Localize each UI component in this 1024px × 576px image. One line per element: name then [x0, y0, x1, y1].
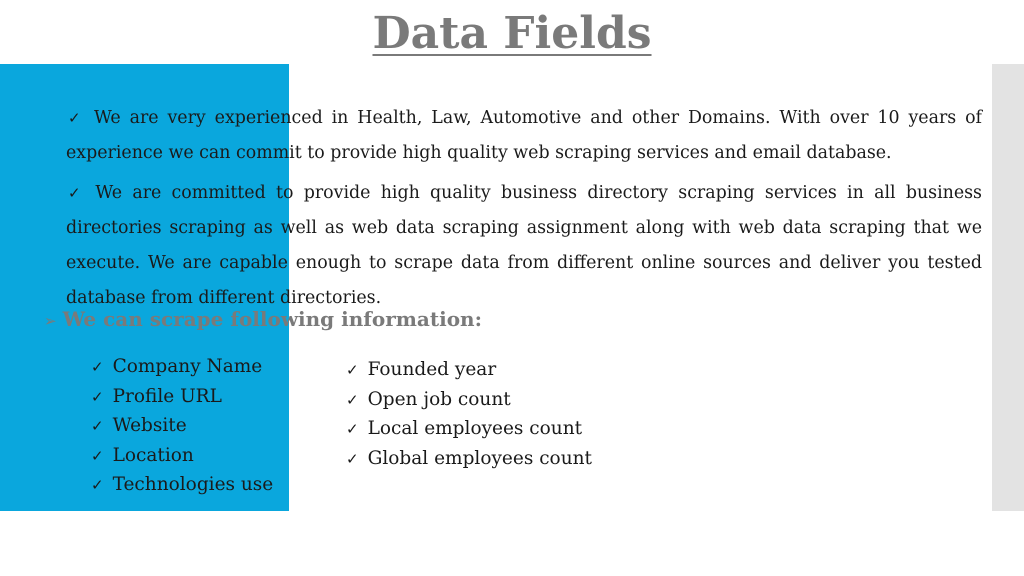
- check-mark-icon: ✓: [91, 387, 104, 406]
- fields-list-left: [91, 352, 273, 500]
- check-mark-icon: ✓: [91, 446, 104, 465]
- intro-paragraph: [66, 176, 982, 316]
- paragraph-text: We are committed to provide high quality business directory scraping services in all business directories scraping as well as web data scraping assignment along with web data scraping that we execute. We are capable enough to scrape data from different online sources and deliver you tested database from different directories.: [66, 183, 982, 308]
- field-label: Website: [112, 415, 187, 436]
- check-mark-icon: ✓: [68, 184, 86, 202]
- field-label: Profile URL: [112, 385, 222, 407]
- check-mark-icon: ✓: [346, 361, 359, 379]
- paragraph-text: We are very experienced in Health, Law, Automotive and other Domains. With over 10 years of experience we can commit to provide high quality web scraping services and email database.: [66, 108, 982, 163]
- field-label: Company Name: [112, 356, 263, 377]
- list-item: [346, 355, 592, 385]
- list-item: [346, 414, 592, 444]
- check-mark-icon: ✓: [91, 417, 104, 435]
- field-label: Founded year: [367, 359, 497, 380]
- check-mark-icon: ✓: [346, 420, 359, 438]
- list-item: [91, 470, 273, 500]
- list-item: [91, 382, 273, 412]
- check-mark-icon: ✓: [346, 449, 359, 468]
- intro-paragraph: [66, 101, 982, 171]
- fields-list-right: [346, 355, 592, 473]
- list-item: [91, 441, 273, 471]
- field-label: Global employees count: [367, 447, 592, 469]
- check-mark-icon: ✓: [91, 476, 104, 494]
- field-label: Location: [112, 444, 194, 466]
- field-label: Open job count: [367, 388, 511, 410]
- list-item: [346, 385, 592, 415]
- field-label: Technologies use: [112, 474, 274, 495]
- list-item: [91, 352, 273, 382]
- field-label: Local employees count: [367, 418, 583, 439]
- arrow-check-icon: ➢: [44, 312, 57, 330]
- intro-section: [66, 101, 982, 321]
- check-mark-icon: ✓: [346, 390, 359, 409]
- list-item: [91, 411, 273, 441]
- section-subheading: [44, 307, 482, 331]
- list-item: [346, 444, 592, 474]
- grey-side-bar: [992, 64, 1024, 511]
- subheading-text: We can scrape following information:: [62, 307, 482, 331]
- check-mark-icon: ✓: [91, 358, 104, 376]
- check-mark-icon: ✓: [68, 109, 84, 127]
- page-title: Data Fields: [372, 8, 652, 59]
